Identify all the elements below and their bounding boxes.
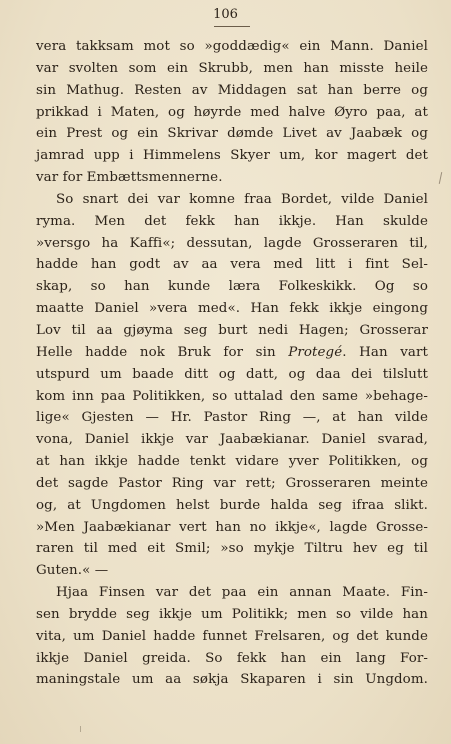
text-line: ikkje Daniel greida. So fekk han ein lang For- (36, 650, 428, 666)
text-line: og, at Ungdomen helst burde halda seg ifraa slikt. (36, 497, 428, 513)
text-line: utspurd um baade ditt og datt, og daa dei tilslutt (36, 366, 428, 382)
text-line: kom inn paa Politikken, so uttalad den same »behage- (36, 388, 428, 404)
text-line: skap, so han kunde læra Folkeskikk. Og so (36, 279, 428, 295)
text-segment: . Han vart (342, 344, 428, 360)
page-number: 106 (213, 7, 238, 22)
text-line: prikkad i Maten, og høyrde med halve Øyro paa, at (36, 104, 428, 120)
text-line: sen brydde seg ikkje um Politikk; men so vilde han (36, 606, 428, 622)
text-line: maningstale um aa søkja Skaparen i sin Ungdom. (36, 672, 428, 688)
text-line: var svolten som ein Skrubb, men han misste heile (36, 60, 428, 76)
text-segment: Helle hadde nok Bruk for sin (36, 344, 289, 360)
text-line: »Men Jaabækianar vert han no ikkje«, lagde Grosse- (36, 519, 428, 535)
body-text (36, 36, 428, 691)
text-line: vita, um Daniel hadde funnet Frelsaren, og det kunde (36, 628, 428, 644)
margin-mark (80, 726, 81, 732)
text-line: vona, Daniel ikkje var Jaabækianar. Daniel svarad, (36, 432, 428, 448)
text-line: det sagde Pastor Ring var rett; Grosseraren meinte (36, 475, 428, 491)
text-line: lige« Gjesten — Hr. Pastor Ring —, at han vilde (36, 410, 428, 426)
text-line: raren til med eit Smil; »so mykje Tiltru hev eg til (36, 541, 428, 557)
text-line: ein Prest og ein Skrivar dømde Livet av Jaabæk og (36, 126, 428, 142)
text-line: maatte Daniel »vera med«. Han fekk ikkje eingong (36, 301, 428, 317)
text-line: So snart dei var komne fraa Bordet, vilde Daniel (56, 191, 428, 207)
text-line: Hjaa Finsen var det paa ein annan Maate. Fin- (56, 585, 428, 601)
italic-word: Protegé (288, 344, 343, 360)
text-line (36, 342, 428, 364)
text-line: at han ikkje hadde tenkt vidare yver Politikken, og (36, 454, 428, 470)
text-line: jamrad upp i Himmelens Skyer um, kor magert det (36, 148, 428, 164)
text-line: Guten.« — (36, 563, 109, 579)
text-line: ryma. Men det fekk han ikkje. Han skulde (36, 213, 428, 229)
header-rule (214, 26, 250, 27)
margin-mark (439, 172, 442, 184)
text-line: »versgo ha Kaffi«; dessutan, lagde Grosseraren til, (36, 235, 428, 251)
text-line: hadde han godt av aa vera med litt i fint Sel- (36, 257, 428, 273)
text-line: var for Embættsmennerne. (36, 170, 223, 186)
text-line: vera takksam mot so »goddædig« ein Mann. Daniel (36, 39, 428, 54)
text-line: sin Mathug. Resten av Middagen sat han berre og (36, 82, 428, 98)
text-line: Lov til aa gjøyma seg burt nedi Hagen; Grosserar (36, 322, 428, 338)
